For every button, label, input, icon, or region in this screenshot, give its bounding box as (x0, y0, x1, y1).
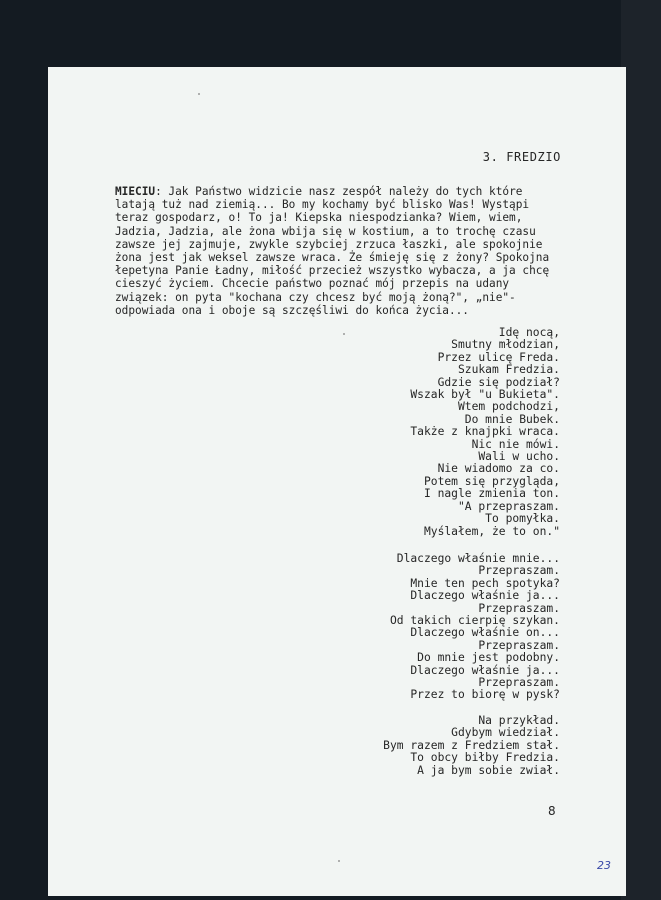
page-number: 8 (548, 804, 556, 818)
monologue-text: : Jak Państwo widzicie nasz zespół należy do tych które latają tuż nad ziemią... Bo my kochamy być blisko Was! Wystąpi teraz gospodarz, o! To ja! Kiepska niespodzianka? Wiem, wiem, Jadzia, Jadzia, ale żona wbija się w kostium, a to trochę czasu zawsze jej zajmuje, zwykle szybciej zrzuca łaszki, ale spokojnie żona jest jak weksel zawsze wraca. Że śmieję się z żony? Spokojna łepetyna Panie Ładny, miłość przecież wszystko wybacza, a ja chcę cieszyć życiem. Chcecie państwo poznać mój przepis na udany związek: on pyta "kochana czy chcesz być moją żoną?", „nie"- odpowiada ona i oboje są szczęśliwi do końca życia... (115, 185, 550, 317)
speaker-name: MIECIU (115, 185, 156, 198)
document-page (48, 67, 626, 896)
scan-speck (198, 93, 200, 95)
section-heading: 3. FREDZIO (482, 150, 561, 164)
poem-stanza-2: Dlaczego właśnie mnie... Przepraszam. Mnie ten pech spotyka? Dlaczego właśnie ja... Przepraszam. Od takich cierpię szykan. Dlaczego właśnie on... Przepraszam. Do mnie jest podobny. Dlaczego właśnie ja... Przepraszam. Przez to biorę w pysk? (389, 552, 560, 702)
poem-stanza-3: Na przykład. Gdybym wiedział. Bym razem z Fredziem stał. To obcy biłby Fredzia. A ja bym sobie zwiał. (383, 714, 560, 777)
handwritten-page-number: 23 (597, 859, 611, 872)
poem-stanza-1: Idę nocą, Smutny młodzian, Przez ulicę Freda. Szukam Fredzia. Gdzie się podział? Wszak był "u Bukieta". Wtem podchodzi, Do mnie Bubek. Także z knajpki wraca. Nic nie mówi. Wali w ucho. Nie wiadomo za co. Potem się przygląda, I nagle zmienia ton. "A przepraszam. To pomyłka. Myślałem, że to on." (410, 326, 560, 538)
scan-speck (338, 860, 340, 862)
monologue-paragraph (115, 185, 563, 317)
scan-border (621, 0, 661, 900)
scan-speck (343, 333, 345, 335)
